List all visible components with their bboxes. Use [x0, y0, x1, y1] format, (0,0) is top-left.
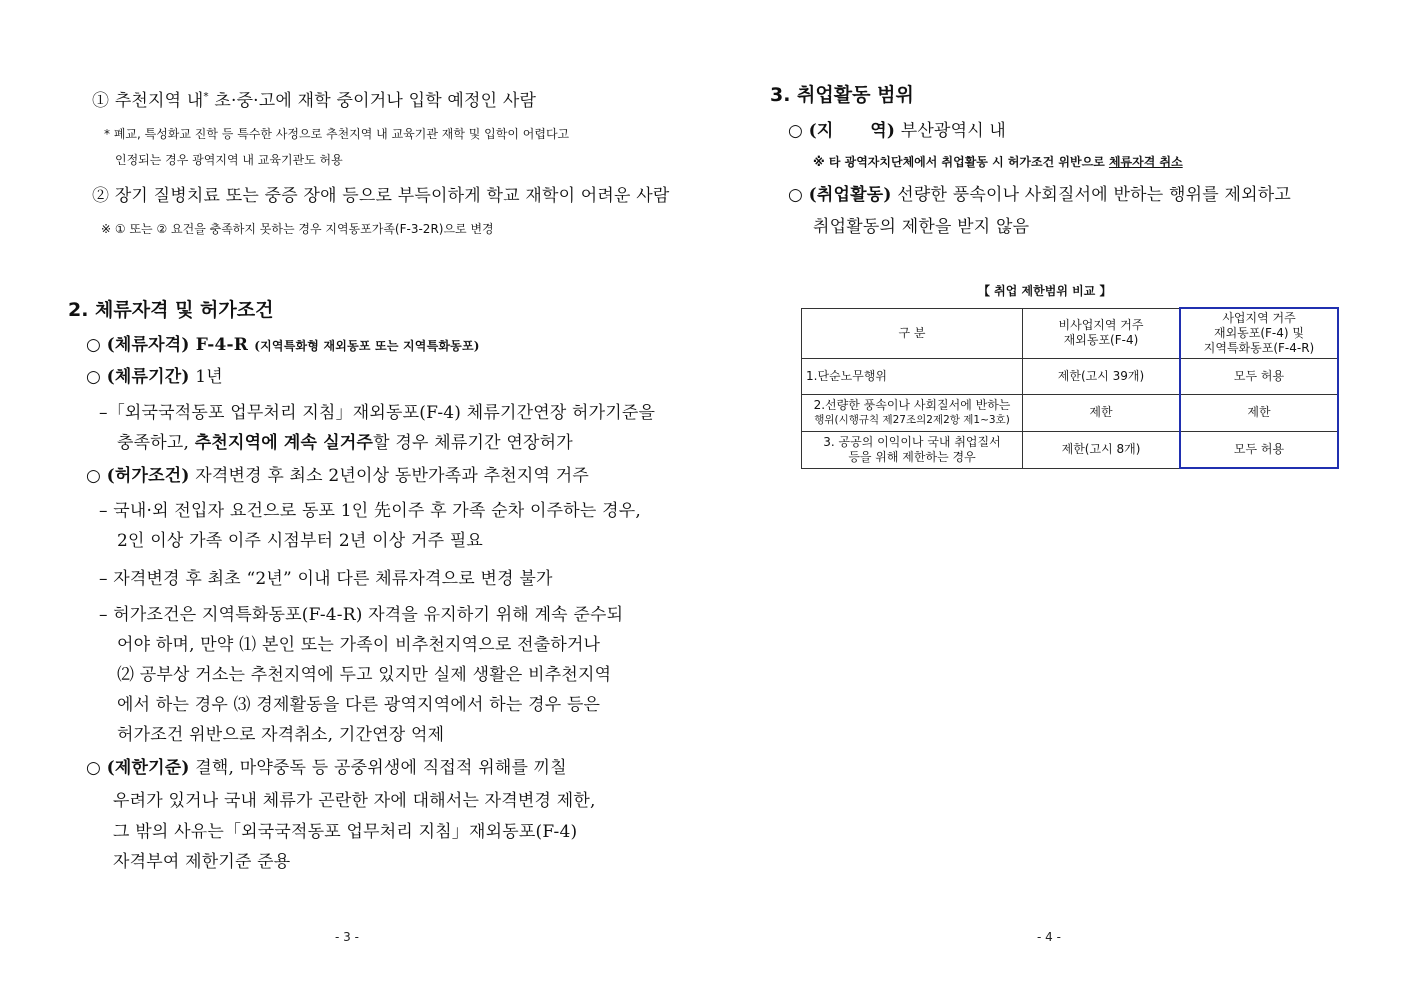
restriction-line-4: 자격부여 제한기준 준용 [113, 852, 291, 872]
section-3-heading: 3. 취업활동 범위 [770, 84, 914, 106]
header-business-region: 사업지역 거주 재외동포(F-4) 및 지역특화동포(F-4-R) [1180, 308, 1338, 358]
row-2-label: 2.선량한 풍속이나 사회질서에 반하는 행위(시행규칙 제27조의2제2항 제1~3호) [802, 394, 1023, 431]
employment-line-1: ○ (취업활동) 선량한 풍속이나 사회질서에 반하는 행위를 제외하고 [788, 185, 1291, 205]
region-line: ○ (지 역) 부산광역시 내 [788, 121, 1007, 141]
condition-dash-1-line-2: 2인 이상 가족 이주 시점부터 2년 이상 거주 필요 [117, 531, 484, 551]
employment-restriction-table [801, 307, 1339, 469]
footnote-line-1: * 폐교, 특성화교 진학 등 특수한 사정으로 추천지역 내 교육기관 재학 및 입학이 어렵다고 [104, 127, 570, 141]
requirement-item-1: ① 추천지역 내* 초·중·고에 재학 중이거나 입학 예정인 사람 [92, 91, 537, 111]
period-dash-line-1: –「외국국적동포 업무처리 지침」재외동포(F-4) 체류기간연장 허가기준을 [99, 403, 656, 423]
table-row [802, 431, 1339, 468]
condition-line: ○ (허가조건) 자격변경 후 최소 2년이상 동반가족과 추천지역 거주 [86, 466, 589, 486]
requirement-note: ※ ① 또는 ② 요건을 충족하지 못하는 경우 지역동포가족(F-3-2R)으로 변경 [101, 222, 494, 236]
condition-dash-3-line-1: – 허가조건은 지역특화동포(F-4-R) 자격을 유지하기 위해 계속 준수되 [99, 605, 624, 625]
period-dash-line-2: 충족하고, 추천지역에 계속 실거주할 경우 체류기간 연장허가 [117, 433, 573, 453]
section-2-heading: 2. 체류자격 및 허가조건 [68, 299, 274, 321]
condition-dash-3-line-5: 허가조건 위반으로 자격취소, 기간연장 억제 [117, 725, 445, 745]
table-row [802, 394, 1339, 431]
condition-dash-3-line-4: 에서 하는 경우 ⑶ 경제활동을 다른 광역지역에서 하는 경우 등은 [117, 695, 601, 715]
page-4 [700, 0, 1403, 992]
restriction-line-3: 그 밖의 사유는「외국국적동포 업무처리 지침」재외동포(F-4) [113, 822, 578, 842]
row-1-label: 1.단순노무행위 [802, 358, 1023, 394]
restriction-line-1: ○ (제한기준) 결핵, 마약중독 등 공중위생에 직접적 위해를 끼칠 [86, 758, 567, 778]
row-2-non-business: 제한 [1023, 394, 1181, 431]
row-1-business: 모두 허용 [1180, 358, 1338, 394]
period-line: ○ (체류기간) 1년 [86, 367, 223, 387]
row-3-business: 모두 허용 [1180, 431, 1338, 468]
header-category: 구 분 [802, 308, 1023, 358]
condition-dash-3-line-2: 어야 하며, 만약 ⑴ 본인 또는 가족이 비추천지역으로 전출하거나 [117, 635, 601, 655]
region-note: ※ 타 광역자치단체에서 취업활동 시 허가조건 위반으로 체류자격 취소 [813, 155, 1183, 169]
condition-dash-2: – 자격변경 후 최초 “2년” 이내 다른 체류자격으로 변경 불가 [99, 569, 553, 589]
row-2-business: 제한 [1180, 394, 1338, 431]
row-1-non-business: 제한(고시 39개) [1023, 358, 1181, 394]
page-number-3: - 3 - [335, 930, 359, 944]
footnote-line-2: 인정되는 경우 광역지역 내 교육기관도 허용 [115, 153, 343, 167]
condition-dash-3-line-3: ⑵ 공부상 거소는 추천지역에 두고 있지만 실제 생활은 비추천지역 [117, 665, 612, 685]
employment-line-2: 취업활동의 제한을 받지 않음 [813, 217, 1030, 237]
header-non-business-region: 비사업지역 거주 재외동포(F-4) [1023, 308, 1181, 358]
row-3-label: 3. 공공의 이익이나 국내 취업질서 등을 위해 제한하는 경우 [802, 431, 1023, 468]
table-header-row [802, 308, 1339, 358]
page-3 [0, 0, 700, 992]
table-row [802, 358, 1339, 394]
restriction-line-2: 우려가 있거나 국내 체류가 곤란한 자에 대해서는 자격변경 제한, [113, 791, 596, 811]
page-number-4: - 4 - [1037, 930, 1061, 944]
condition-dash-1-line-1: – 국내·외 전입자 요건으로 동포 1인 先이주 후 가족 순차 이주하는 경우, [99, 501, 641, 521]
table-caption: 【 취업 제한범위 비교 】 [978, 284, 1112, 298]
status-line: ○ (체류자격) F-4-R (지역특화형 재외동포 또는 지역특화동포) [86, 335, 480, 355]
row-3-non-business: 제한(고시 8개) [1023, 431, 1181, 468]
requirement-item-2: ② 장기 질병치료 또는 중증 장애 등으로 부득이하게 학교 재학이 어려운 사람 [92, 186, 670, 206]
